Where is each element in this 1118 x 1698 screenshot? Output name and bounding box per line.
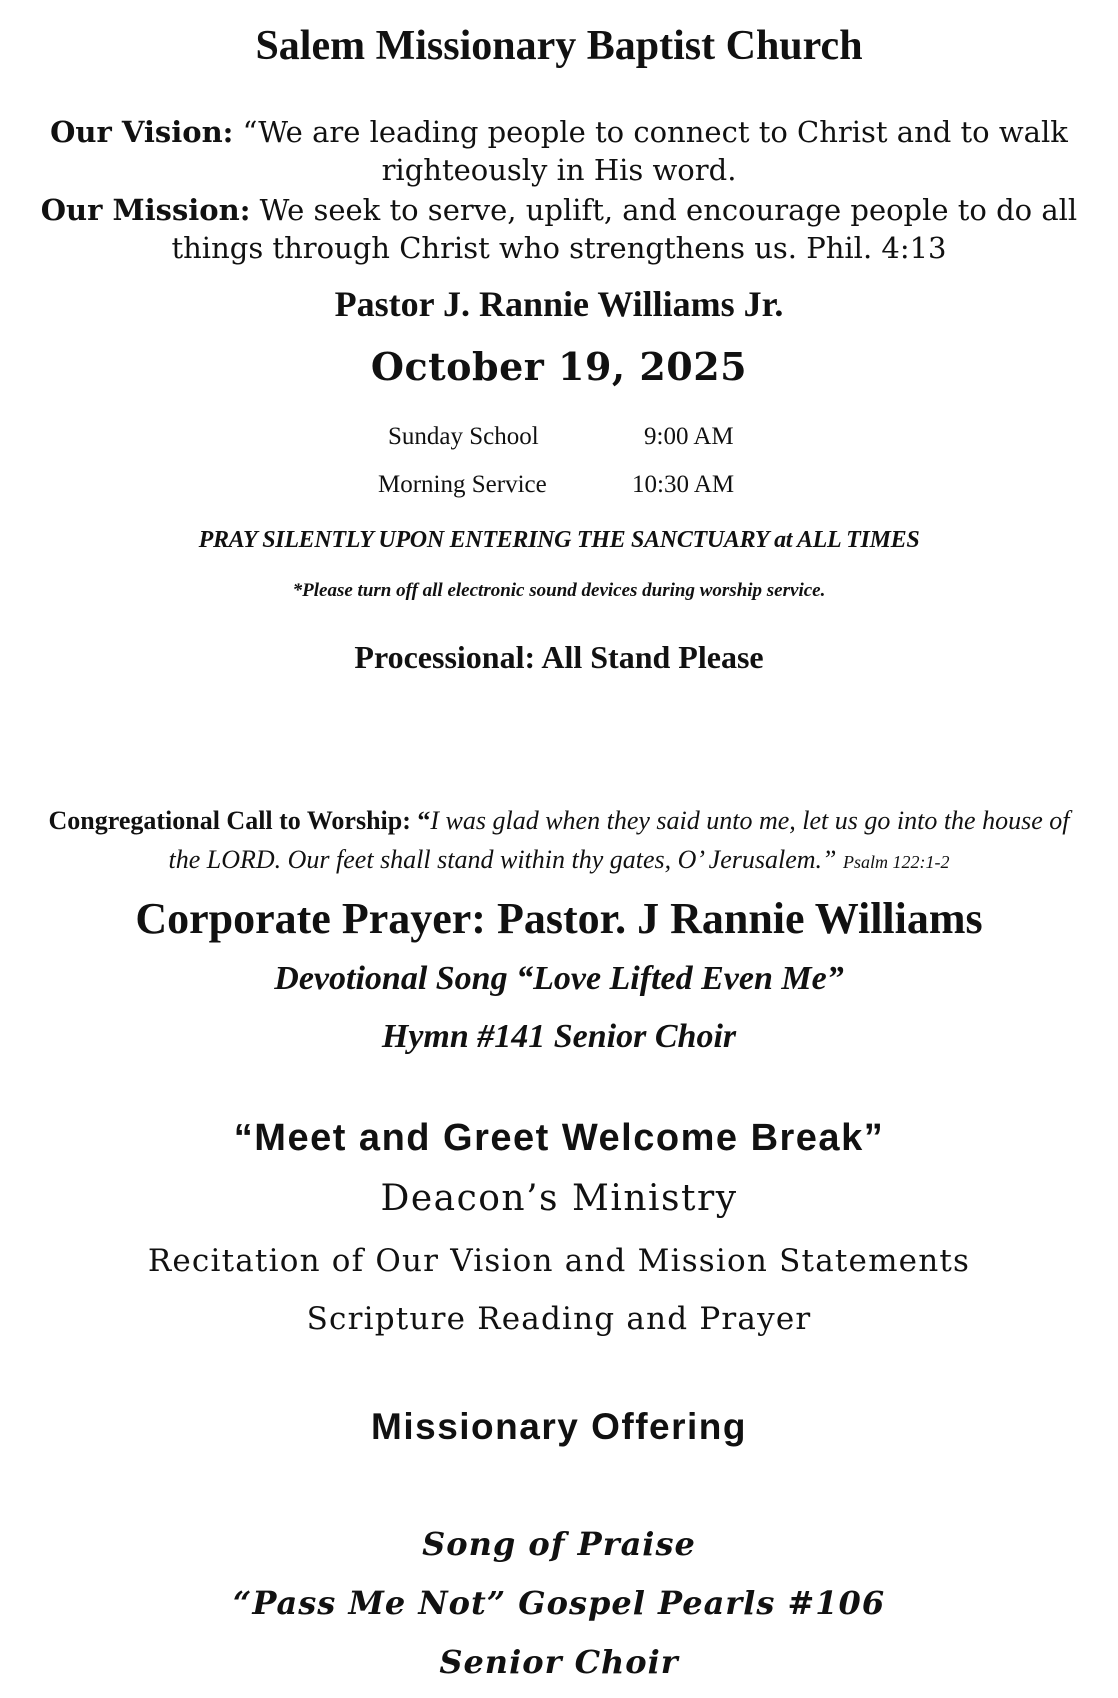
mission-statement bbox=[20, 191, 1098, 267]
missionary-offering: Missionary Offering bbox=[371, 1406, 747, 1447]
senior-choir: Senior Choir bbox=[439, 1643, 679, 1681]
service-date: October 19, 2025 bbox=[370, 344, 748, 389]
mission-label: Our Mission: bbox=[40, 193, 251, 227]
vision-text: “We are leading people to connect to Christ and to walk righteously in His word. bbox=[242, 115, 1068, 187]
call-to-worship bbox=[30, 801, 1088, 882]
hymn: Hymn #141 Senior Choir bbox=[381, 1018, 737, 1055]
devices-notice: *Please turn off all electronic sound devices during worship service. bbox=[292, 580, 826, 601]
pray-notice: PRAY SILENTLY UPON ENTERING THE SANCTUARY at ALL TIMES bbox=[198, 527, 920, 553]
pastor-name: Pastor J. Rannie Williams Jr. bbox=[334, 284, 784, 324]
call-to-worship-reference: Psalm 122:1-2 bbox=[843, 852, 950, 872]
meet-and-greet: “Meet and Greet Welcome Break” bbox=[233, 1117, 885, 1159]
deacons-ministry: Deacon’s Ministry bbox=[380, 1178, 738, 1219]
call-to-worship-label: Congregational Call to Worship: “ bbox=[48, 806, 431, 835]
mission-text: We seek to serve, uplift, and encourage people to do all things through Christ who strengthens us. Phil. 4:13 bbox=[171, 193, 1078, 265]
schedule-label-sunday-school: Sunday School bbox=[388, 423, 539, 450]
vision-label: Our Vision: bbox=[50, 115, 234, 149]
pass-me-not: “Pass Me Not” Gospel Pearls #106 bbox=[232, 1584, 886, 1622]
song-of-praise: Song of Praise bbox=[422, 1525, 696, 1563]
schedule-time-morning-service: 10:30 AM bbox=[632, 471, 735, 498]
devotional-song: Devotional Song “Love Lifted Even Me” bbox=[274, 960, 844, 997]
processional: Processional: All Stand Please bbox=[354, 639, 764, 675]
church-name: Salem Missionary Baptist Church bbox=[255, 23, 863, 69]
schedule-label-morning-service: Morning Service bbox=[378, 471, 547, 498]
schedule-time-sunday-school: 9:00 AM bbox=[644, 423, 734, 450]
corporate-prayer: Corporate Prayer: Pastor. J Rannie Williams bbox=[135, 894, 983, 943]
scripture-reading: Scripture Reading and Prayer bbox=[306, 1301, 812, 1337]
vision-statement bbox=[20, 113, 1098, 189]
call-to-worship-quote: I was glad when they said unto me, let us go into the house of the LORD. Our feet shall stand within thy gates, O’ Jerusalem.” bbox=[168, 806, 1070, 874]
recitation: Recitation of Our Vision and Mission Statements bbox=[147, 1243, 971, 1279]
